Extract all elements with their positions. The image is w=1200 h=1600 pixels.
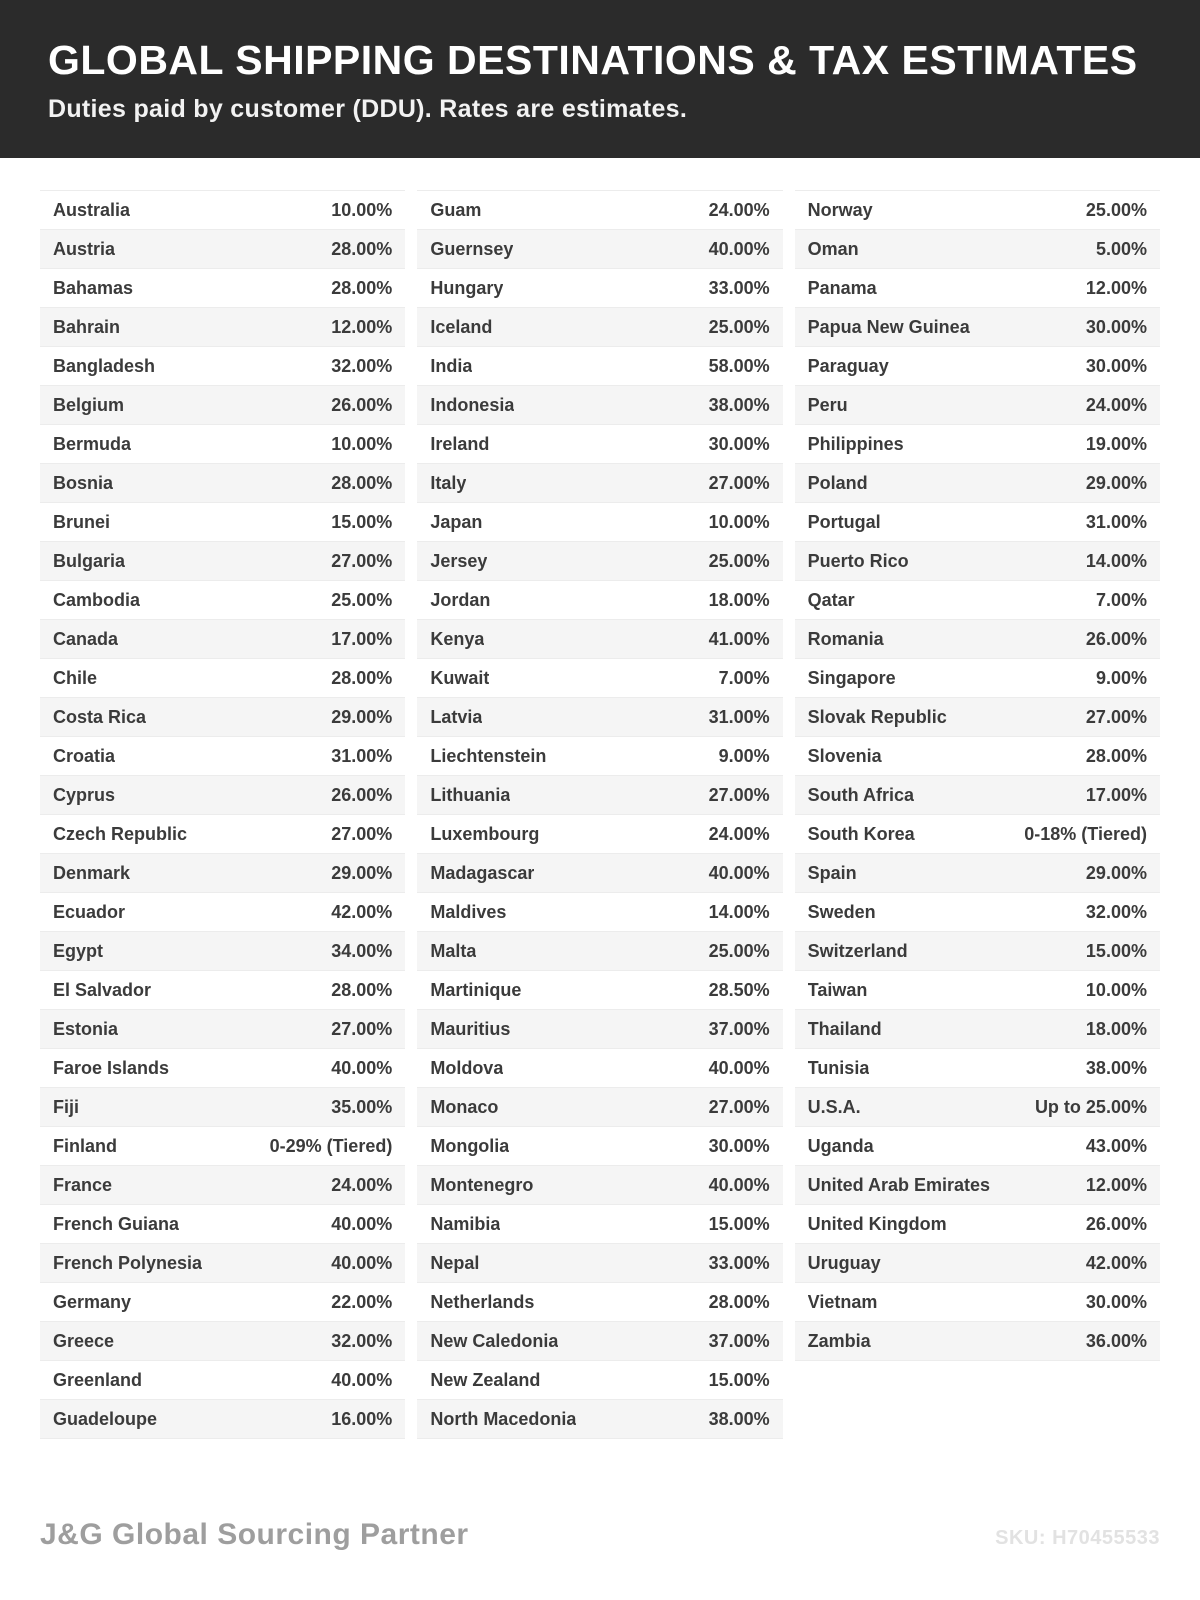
rate-value: 15.00% xyxy=(1085,940,1147,961)
table-row xyxy=(795,620,1160,659)
rate-value: 28.00% xyxy=(331,472,393,493)
table-row xyxy=(40,1166,405,1205)
rate-value: 58.00% xyxy=(708,355,770,376)
table-row xyxy=(40,815,405,854)
rate-value: 34.00% xyxy=(331,940,393,961)
table-row xyxy=(40,464,405,503)
table-row xyxy=(417,191,782,230)
table-row xyxy=(40,269,405,308)
rate-value: 24.00% xyxy=(708,823,770,844)
country-label: Monaco xyxy=(430,1096,499,1117)
country-label: Jersey xyxy=(430,550,488,571)
rate-value: 26.00% xyxy=(331,784,393,805)
rate-value: 7.00% xyxy=(1095,589,1147,610)
rate-value: 43.00% xyxy=(1085,1135,1147,1156)
rate-value: 40.00% xyxy=(331,1057,393,1078)
rate-value: 7.00% xyxy=(718,667,770,688)
rate-value: 25.00% xyxy=(708,550,770,571)
rate-value: 12.00% xyxy=(331,316,393,337)
country-label: Malta xyxy=(430,940,477,961)
country-label: Madagascar xyxy=(430,862,535,883)
country-label: Egypt xyxy=(53,940,104,961)
table-row xyxy=(40,191,405,230)
rate-value: 37.00% xyxy=(708,1018,770,1039)
country-label: Australia xyxy=(53,199,131,220)
rate-value: 18.00% xyxy=(1085,1018,1147,1039)
rate-value: 28.00% xyxy=(1085,745,1147,766)
country-label: Liechtenstein xyxy=(430,745,547,766)
table-row xyxy=(795,1127,1160,1166)
country-label: Maldives xyxy=(430,901,507,922)
table-row xyxy=(40,1088,405,1127)
table-row xyxy=(795,893,1160,932)
table-row xyxy=(40,425,405,464)
country-label: Austria xyxy=(53,238,116,259)
table-row xyxy=(417,1166,782,1205)
rate-value: 17.00% xyxy=(1085,784,1147,805)
country-label: Japan xyxy=(430,511,483,532)
country-label: Spain xyxy=(807,862,857,883)
rate-value: 10.00% xyxy=(1085,979,1147,1000)
country-label: Bahamas xyxy=(53,277,134,298)
table-row xyxy=(40,1127,405,1166)
rate-value: 19.00% xyxy=(1085,433,1147,454)
rate-value: 33.00% xyxy=(708,1252,770,1273)
table-row xyxy=(417,1010,782,1049)
country-label: Guam xyxy=(430,199,482,220)
rate-value: 26.00% xyxy=(1085,1213,1147,1234)
rate-value: 41.00% xyxy=(708,628,770,649)
rate-value: 30.00% xyxy=(708,433,770,454)
rate-value: 28.00% xyxy=(708,1291,770,1312)
country-label: Cyprus xyxy=(53,784,116,805)
rate-value: 35.00% xyxy=(331,1096,393,1117)
country-label: Peru xyxy=(807,394,848,415)
rate-value: 15.00% xyxy=(708,1213,770,1234)
table-row xyxy=(417,971,782,1010)
country-label: Mongolia xyxy=(430,1135,510,1156)
rate-value: 33.00% xyxy=(708,277,770,298)
table-row xyxy=(795,542,1160,581)
rate-value: 40.00% xyxy=(708,862,770,883)
table-row xyxy=(417,308,782,347)
table-row xyxy=(417,1400,782,1439)
table-row xyxy=(417,1049,782,1088)
country-label: Panama xyxy=(807,277,877,298)
rate-value: 40.00% xyxy=(708,1174,770,1195)
rate-value: Up to 25.00% xyxy=(1034,1096,1147,1117)
rate-value: 32.00% xyxy=(331,355,393,376)
rate-value: 25.00% xyxy=(708,940,770,961)
table-row xyxy=(417,464,782,503)
country-label: Philippines xyxy=(807,433,904,454)
country-label: Jordan xyxy=(430,589,491,610)
rate-value: 10.00% xyxy=(331,199,393,220)
country-label: New Caledonia xyxy=(430,1330,559,1351)
rate-value: 40.00% xyxy=(331,1252,393,1273)
country-label: Paraguay xyxy=(807,355,889,376)
rates-table xyxy=(0,158,1200,1439)
rate-value: 30.00% xyxy=(1085,355,1147,376)
table-row xyxy=(40,542,405,581)
table-row xyxy=(417,698,782,737)
country-label: Belgium xyxy=(53,394,125,415)
rate-value: 29.00% xyxy=(331,862,393,883)
rate-value: 40.00% xyxy=(331,1369,393,1390)
country-label: Thailand xyxy=(807,1018,882,1039)
table-row xyxy=(40,932,405,971)
rate-value: 30.00% xyxy=(1085,1291,1147,1312)
table-row xyxy=(40,1283,405,1322)
country-label: Greenland xyxy=(53,1369,143,1390)
rate-value: 25.00% xyxy=(1085,199,1147,220)
table-row xyxy=(40,1322,405,1361)
rate-value: 14.00% xyxy=(1085,550,1147,571)
country-label: Uruguay xyxy=(807,1252,881,1273)
table-row xyxy=(40,1361,405,1400)
rate-value: 10.00% xyxy=(708,511,770,532)
table-row xyxy=(40,737,405,776)
rate-value: 0-18% (Tiered) xyxy=(1024,823,1147,844)
rate-value: 38.00% xyxy=(1085,1057,1147,1078)
table-row xyxy=(795,776,1160,815)
rate-value: 40.00% xyxy=(331,1213,393,1234)
country-label: Vietnam xyxy=(807,1291,878,1312)
table-row xyxy=(40,581,405,620)
country-label: Bangladesh xyxy=(53,355,156,376)
rate-value: 40.00% xyxy=(708,238,770,259)
country-label: Latvia xyxy=(430,706,483,727)
country-label: El Salvador xyxy=(53,979,152,1000)
country-label: Bosnia xyxy=(53,472,114,493)
country-label: Croatia xyxy=(53,745,116,766)
table-row xyxy=(417,815,782,854)
rate-value: 31.00% xyxy=(708,706,770,727)
table-row xyxy=(40,893,405,932)
country-label: Puerto Rico xyxy=(807,550,909,571)
country-label: Greece xyxy=(53,1330,115,1351)
table-row xyxy=(417,932,782,971)
table-row xyxy=(417,386,782,425)
table-row xyxy=(417,1283,782,1322)
rates-column-1 xyxy=(40,190,405,1439)
table-row xyxy=(417,1244,782,1283)
table-row xyxy=(417,1205,782,1244)
table-row xyxy=(417,1322,782,1361)
table-row xyxy=(417,269,782,308)
rate-value: 14.00% xyxy=(708,901,770,922)
table-row xyxy=(795,425,1160,464)
table-row xyxy=(795,815,1160,854)
rate-value: 28.00% xyxy=(331,667,393,688)
country-label: Tunisia xyxy=(807,1057,870,1078)
country-label: Estonia xyxy=(53,1018,119,1039)
header xyxy=(0,0,1200,158)
country-label: Slovak Republic xyxy=(807,706,947,727)
table-row xyxy=(417,503,782,542)
country-label: Fiji xyxy=(53,1096,79,1117)
rate-value: 28.00% xyxy=(331,238,393,259)
rate-value: 9.00% xyxy=(718,745,770,766)
table-row xyxy=(417,425,782,464)
rate-value: 25.00% xyxy=(708,316,770,337)
country-label: Canada xyxy=(53,628,119,649)
table-row xyxy=(417,230,782,269)
table-row xyxy=(417,1127,782,1166)
table-row xyxy=(40,1010,405,1049)
footer xyxy=(40,1518,1160,1552)
rate-value: 42.00% xyxy=(1085,1252,1147,1273)
country-label: South Korea xyxy=(807,823,915,844)
table-row xyxy=(795,503,1160,542)
table-row xyxy=(40,698,405,737)
country-label: Kenya xyxy=(430,628,485,649)
rate-value: 29.00% xyxy=(1085,862,1147,883)
rate-value: 25.00% xyxy=(331,589,393,610)
table-row xyxy=(40,1400,405,1439)
country-label: Sweden xyxy=(807,901,876,922)
country-label: Mauritius xyxy=(430,1018,511,1039)
country-label: New Zealand xyxy=(430,1369,541,1390)
rate-value: 22.00% xyxy=(331,1291,393,1312)
rate-value: 30.00% xyxy=(1085,316,1147,337)
country-label: Zambia xyxy=(807,1330,871,1351)
country-label: Germany xyxy=(53,1291,132,1312)
rate-value: 15.00% xyxy=(331,511,393,532)
country-label: Papua New Guinea xyxy=(807,316,970,337)
country-label: Portugal xyxy=(807,511,881,532)
rate-value: 12.00% xyxy=(1085,277,1147,298)
rate-value: 27.00% xyxy=(331,550,393,571)
table-row xyxy=(417,776,782,815)
table-row xyxy=(417,620,782,659)
country-label: Martinique xyxy=(430,979,522,1000)
table-row xyxy=(795,191,1160,230)
country-label: French Polynesia xyxy=(53,1252,203,1273)
country-label: Czech Republic xyxy=(53,823,188,844)
rate-value: 9.00% xyxy=(1095,667,1147,688)
country-label: Lithuania xyxy=(430,784,511,805)
country-label: Costa Rica xyxy=(53,706,147,727)
table-row xyxy=(417,347,782,386)
table-row xyxy=(795,737,1160,776)
table-row xyxy=(417,893,782,932)
country-label: Switzerland xyxy=(807,940,908,961)
country-label: Bermuda xyxy=(53,433,132,454)
rate-value: 17.00% xyxy=(331,628,393,649)
country-label: South Africa xyxy=(807,784,914,805)
table-row xyxy=(40,659,405,698)
table-row xyxy=(40,620,405,659)
table-row xyxy=(417,659,782,698)
table-row xyxy=(795,698,1160,737)
rate-value: 24.00% xyxy=(1085,394,1147,415)
country-label: Slovenia xyxy=(807,745,882,766)
page-subtitle: Duties paid by customer (DDU). Rates are estimates. xyxy=(48,95,688,124)
table-row xyxy=(795,581,1160,620)
country-label: Chile xyxy=(53,667,98,688)
rate-value: 32.00% xyxy=(331,1330,393,1351)
rate-value: 38.00% xyxy=(708,1408,770,1429)
table-row xyxy=(795,854,1160,893)
country-label: Denmark xyxy=(53,862,131,883)
country-label: Iceland xyxy=(430,316,493,337)
country-label: Bahrain xyxy=(53,316,121,337)
rate-value: 27.00% xyxy=(708,1096,770,1117)
country-label: Ecuador xyxy=(53,901,126,922)
rate-value: 24.00% xyxy=(331,1174,393,1195)
table-row xyxy=(417,737,782,776)
country-label: Cambodia xyxy=(53,589,141,610)
country-label: Italy xyxy=(430,472,467,493)
country-label: India xyxy=(430,355,473,376)
rate-value: 12.00% xyxy=(1085,1174,1147,1195)
country-label: United Arab Emirates xyxy=(807,1174,991,1195)
country-label: U.S.A. xyxy=(807,1096,861,1117)
rate-value: 29.00% xyxy=(1085,472,1147,493)
sku-text: SKU: H70455533 xyxy=(995,1527,1160,1549)
country-label: French Guiana xyxy=(53,1213,180,1234)
country-label: Ireland xyxy=(430,433,490,454)
table-row xyxy=(795,1166,1160,1205)
table-row xyxy=(795,1088,1160,1127)
table-row xyxy=(795,386,1160,425)
rate-value: 27.00% xyxy=(708,784,770,805)
rate-value: 27.00% xyxy=(331,823,393,844)
rate-value: 24.00% xyxy=(708,199,770,220)
rate-value: 18.00% xyxy=(708,589,770,610)
rate-value: 27.00% xyxy=(708,472,770,493)
page-title: GLOBAL SHIPPING DESTINATIONS & TAX ESTIMATES xyxy=(48,37,1138,83)
table-row xyxy=(40,776,405,815)
rate-value: 29.00% xyxy=(331,706,393,727)
rate-value: 10.00% xyxy=(331,433,393,454)
country-label: Romania xyxy=(807,628,884,649)
rate-value: 26.00% xyxy=(331,394,393,415)
country-label: Brunei xyxy=(53,511,111,532)
country-label: North Macedonia xyxy=(430,1408,577,1429)
country-label: Namibia xyxy=(430,1213,501,1234)
table-row xyxy=(795,1244,1160,1283)
table-row xyxy=(40,230,405,269)
rate-value: 5.00% xyxy=(1095,238,1147,259)
table-row xyxy=(40,386,405,425)
table-row xyxy=(795,269,1160,308)
rate-value: 31.00% xyxy=(1085,511,1147,532)
country-label: Nepal xyxy=(430,1252,480,1273)
country-label: Kuwait xyxy=(430,667,490,688)
country-label: France xyxy=(53,1174,113,1195)
rate-value: 36.00% xyxy=(1085,1330,1147,1351)
table-row xyxy=(417,1361,782,1400)
country-label: Poland xyxy=(807,472,868,493)
rate-value: 28.00% xyxy=(331,979,393,1000)
rate-value: 0-29% (Tiered) xyxy=(269,1135,393,1156)
country-label: Qatar xyxy=(807,589,855,610)
country-label: Luxembourg xyxy=(430,823,540,844)
table-row xyxy=(40,503,405,542)
rate-value: 28.00% xyxy=(331,277,393,298)
country-label: Uganda xyxy=(807,1135,874,1156)
table-row xyxy=(40,1205,405,1244)
country-label: Taiwan xyxy=(807,979,868,1000)
rate-value: 30.00% xyxy=(708,1135,770,1156)
country-label: United Kingdom xyxy=(807,1213,947,1234)
country-label: Netherlands xyxy=(430,1291,535,1312)
table-row xyxy=(795,230,1160,269)
brand-text: J&G Global Sourcing Partner xyxy=(40,1518,469,1551)
country-label: Indonesia xyxy=(430,394,515,415)
rate-value: 26.00% xyxy=(1085,628,1147,649)
table-row xyxy=(795,1010,1160,1049)
table-row xyxy=(40,1049,405,1088)
country-label: Singapore xyxy=(807,667,896,688)
rate-value: 27.00% xyxy=(331,1018,393,1039)
table-row xyxy=(40,308,405,347)
table-row xyxy=(795,932,1160,971)
table-row xyxy=(417,542,782,581)
table-row xyxy=(40,854,405,893)
rate-value: 16.00% xyxy=(331,1408,393,1429)
country-label: Moldova xyxy=(430,1057,504,1078)
rate-value: 31.00% xyxy=(331,745,393,766)
table-row xyxy=(795,1205,1160,1244)
table-row xyxy=(795,1283,1160,1322)
country-label: Faroe Islands xyxy=(53,1057,170,1078)
table-row xyxy=(40,347,405,386)
table-row xyxy=(795,464,1160,503)
rate-value: 27.00% xyxy=(1085,706,1147,727)
country-label: Bulgaria xyxy=(53,550,126,571)
rate-value: 28.50% xyxy=(708,979,770,1000)
country-label: Guadeloupe xyxy=(53,1408,158,1429)
table-row xyxy=(795,308,1160,347)
rates-column-2 xyxy=(417,190,782,1439)
country-label: Norway xyxy=(807,199,873,220)
rate-value: 15.00% xyxy=(708,1369,770,1390)
table-row xyxy=(795,347,1160,386)
country-label: Montenegro xyxy=(430,1174,534,1195)
table-row xyxy=(795,1322,1160,1361)
rate-value: 38.00% xyxy=(708,394,770,415)
rates-column-3 xyxy=(795,190,1160,1439)
country-label: Oman xyxy=(807,238,859,259)
rate-value: 37.00% xyxy=(708,1330,770,1351)
country-label: Hungary xyxy=(430,277,504,298)
table-row xyxy=(40,1244,405,1283)
table-row xyxy=(795,659,1160,698)
table-row xyxy=(417,581,782,620)
rate-value: 32.00% xyxy=(1085,901,1147,922)
table-row xyxy=(40,971,405,1010)
table-row xyxy=(417,854,782,893)
rate-value: 42.00% xyxy=(331,901,393,922)
country-label: Finland xyxy=(53,1135,117,1156)
country-label: Guernsey xyxy=(430,238,514,259)
rate-value: 40.00% xyxy=(708,1057,770,1078)
table-row xyxy=(417,1088,782,1127)
table-row xyxy=(795,971,1160,1010)
table-row xyxy=(795,1049,1160,1088)
